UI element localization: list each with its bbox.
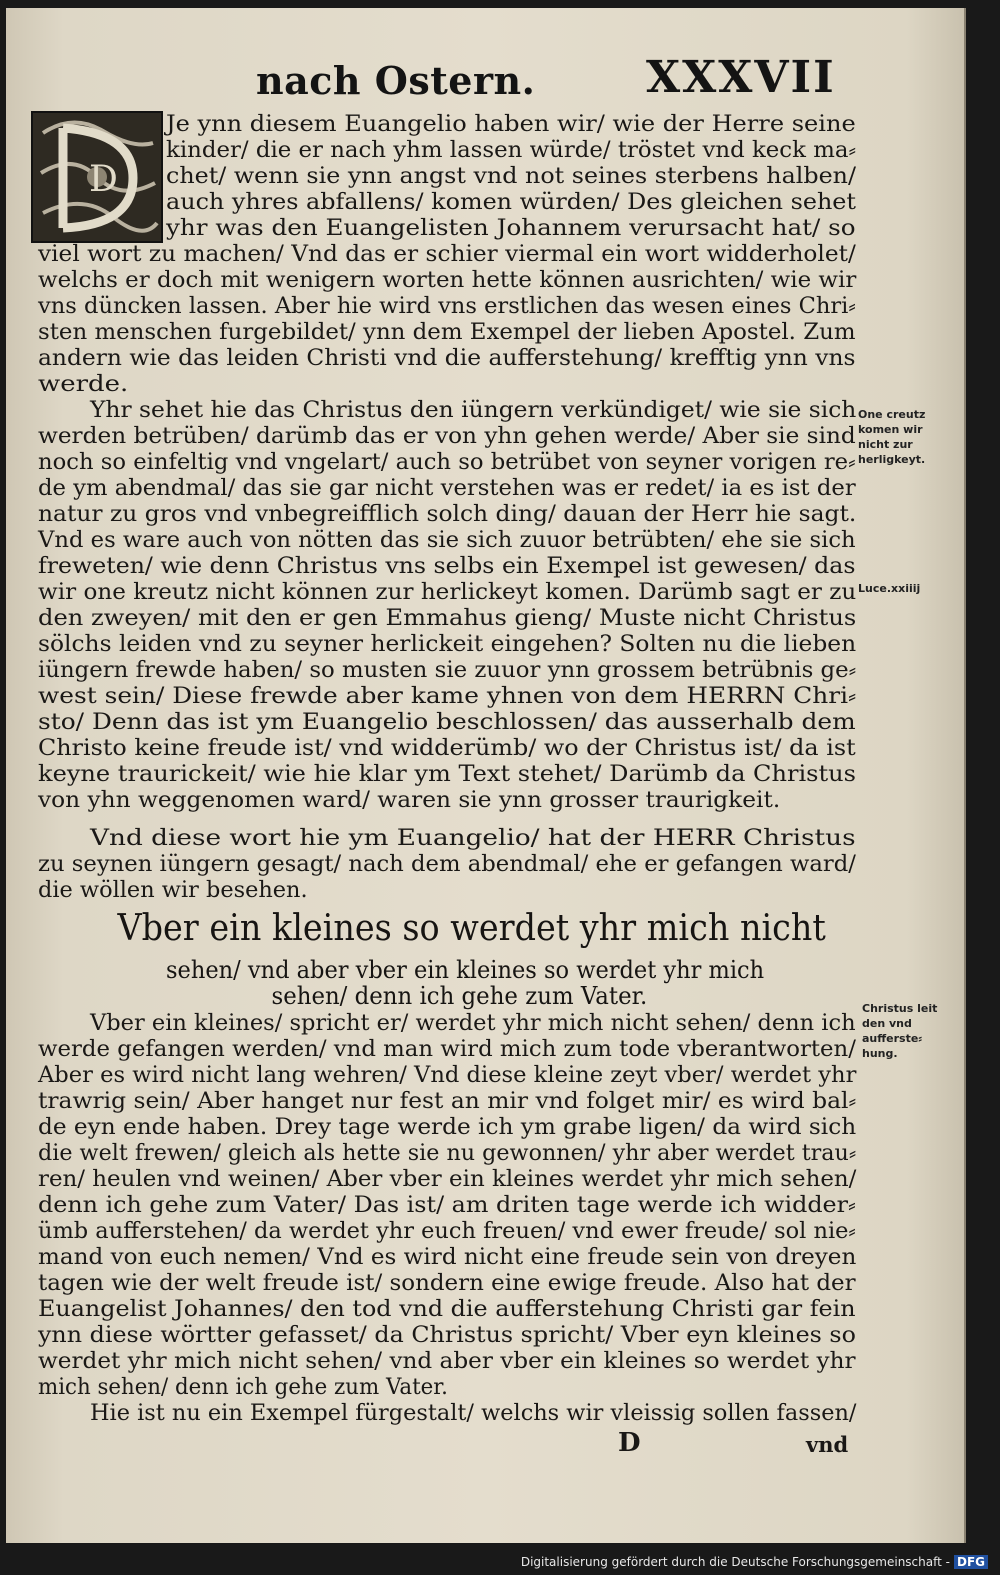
text-line: ynn diese wörtter gefasset/ da Christus spricht/ Vber eyn kleines so [38, 1322, 856, 1348]
heading-line: sehen/ vnd aber vber ein kleines so werdet yhr mich [166, 956, 765, 984]
text-line: werde gefangen werden/ vnd man wird mich zum tode vberantworten/ [38, 1036, 856, 1062]
margin-note-line: komen wir [858, 423, 923, 436]
signature-mark: D [618, 1428, 641, 1458]
text-line: wir one kreutz nicht können zur herlickeyt komen. Darümb sagt er zu [38, 579, 857, 605]
text-line: Aber es wird nicht lang wehren/ Vnd diese kleine zeyt vber/ werdet yhr [38, 1062, 857, 1088]
margin-note-line: Christus leit [862, 1002, 938, 1015]
text-line: Vnd es ware auch von nötten das sie sich zuuor betrübten/ ehe sie sich [38, 527, 856, 553]
text-line: Vber ein kleines/ spricht er/ werdet yhr mich nicht sehen/ denn ich [90, 1010, 856, 1036]
catchword: vnd [806, 1432, 849, 1457]
text-line: noch so einfeltig vnd vngelart/ auch so betrübet von seyner vorigen re⸗ [38, 449, 856, 475]
svg-text:D: D [89, 159, 118, 200]
folio-number: XXXVII [646, 52, 836, 103]
text-line: viel wort zu machen/ Vnd das er schier viermal ein wort widderholet/ [38, 241, 856, 267]
text-line: ren/ heulen vnd weinen/ Aber vber ein kleines werdet yhr mich sehen/ [38, 1166, 857, 1192]
text-line: Yhr sehet hie das Christus den iüngern verkündiget/ wie sie sich [90, 397, 857, 423]
text-line: Christo keine freude ist/ vnd widderümb/ wo der Christus ist/ da ist [38, 735, 856, 761]
margin-note-line: aufferste⸗ [862, 1032, 922, 1045]
decorated-initial [31, 111, 163, 243]
running-head: nach Ostern. [256, 58, 536, 103]
text-line: trawrig sein/ Aber hanget nur fest an mir vnd folget mir/ es wird bal⸗ [38, 1088, 857, 1114]
margin-note-line: Luce.xxiiij [858, 582, 921, 595]
text-line: von yhn weggenomen ward/ waren sie ynn grosser traurigkeit. [38, 787, 781, 813]
text-line: zu seynen iüngern gesagt/ nach dem abendmal/ ehe er gefangen ward/ [38, 851, 856, 877]
text-line: mand von euch nemen/ Vnd es wird nicht eine freude sein von dreyen [38, 1244, 857, 1270]
text-line: west sein/ Diese frewde aber kame yhnen von dem HERRN Chri⸗ [38, 683, 857, 709]
initial-ornament-icon [33, 113, 161, 241]
text-line: tagen wie der welt freude ist/ sondern eine ewige freude. Also hat der [38, 1270, 856, 1296]
footer-text: Digitalisierung gefördert durch die Deutsche Forschungsgemeinschaft - [520, 1555, 950, 1569]
text-line: de eyn ende haben. Drey tage werde ich ym grabe ligen/ da wird sich [38, 1114, 857, 1140]
text-line: natur zu gros vnd vnbegreifflich solch ding/ dauan der Herr hie sagt. [38, 501, 857, 527]
heading-line: sehen/ denn ich gehe zum Vater. [271, 982, 648, 1010]
book-page [6, 8, 966, 1543]
text-line: kinder/ die er nach yhm lassen würde/ tröstet vnd keck ma⸗ [166, 137, 857, 163]
text-line: denn ich gehe zum Vater/ Das ist/ am driten tage werde ich widder⸗ [38, 1192, 856, 1218]
text-line: keyne traurickeit/ wie hie klar ym Text stehet/ Darümb da Christus [38, 761, 857, 787]
text-line: iüngern frewde haben/ so musten sie zuuor ynn grossem betrübnis ge⸗ [38, 657, 857, 683]
text-line: Vnd diese wort hie ym Euangelio/ hat der HERR Christus [90, 825, 856, 851]
text-line: chet/ wenn sie ynn angst vnd not seines sterbens halben/ [166, 163, 857, 189]
text-line: andern wie das leiden Christi vnd die aufferstehung/ krefftig ynn vns [38, 345, 856, 371]
margin-note-line: herligkeyt. [858, 453, 926, 466]
margin-note-line: hung. [862, 1047, 898, 1060]
text-line: den zweyen/ mit den er gen Emmahus gieng/ Muste nicht Christus [38, 605, 857, 631]
text-line: Euangelist Johannes/ den tod vnd die aufferstehung Christi gar fein [38, 1296, 856, 1322]
text-line: yhr was den Euangelisten Johannem verursacht hat/ so [166, 215, 856, 241]
digitization-credit [521, 1555, 988, 1569]
text-line: die welt frewen/ gleich als hette sie nu gewonnen/ yhr aber werdet trau⸗ [38, 1140, 857, 1166]
text-line: welchs er doch mit wenigern worten hette können ausrichten/ wie wir [38, 267, 857, 293]
dfg-logo: DFG [954, 1555, 988, 1569]
text-line: sten menschen furgebildet/ ynn dem Exempel der lieben Apostel. Zum [38, 319, 856, 345]
margin-note-line: den vnd [862, 1017, 912, 1030]
text-line: de ym abendmal/ das sie gar nicht verstehen was er redet/ ia es ist der [38, 475, 856, 501]
text-line: Hie ist nu ein Exempel fürgestalt/ welchs wir vleissig sollen fassen/ [90, 1400, 857, 1426]
margin-note-line: nicht zur [858, 438, 913, 451]
heading-line: Vber ein kleines so werdet yhr mich nicht [117, 908, 826, 949]
text-line: Je ynn diesem Euangelio haben wir/ wie der Herre seine [166, 111, 856, 137]
margin-note-line: One creutz [858, 408, 926, 421]
text-line: mich sehen/ denn ich gehe zum Vater. [38, 1374, 448, 1400]
text-line: vns düncken lassen. Aber hie wird vns erstlichen das wesen eines Chri⸗ [38, 293, 856, 319]
text-line: die wöllen wir besehen. [38, 877, 308, 903]
text-line: freweten/ wie denn Christus vns selbs ein Exempel ist gewesen/ das [38, 553, 856, 579]
text-line: ümb aufferstehen/ da werdet yhr euch freuen/ vnd ewer freude/ sol nie⸗ [38, 1218, 856, 1244]
text-line: werdet yhr mich nicht sehen/ vnd aber vber ein kleines so werdet yhr [38, 1348, 856, 1374]
text-line: sölchs leiden vnd zu seyner herlickeit eingehen? Solten nu die lieben [38, 631, 857, 657]
text-line: sto/ Denn das ist ym Euangelio beschlossen/ das ausserhalb dem [38, 709, 856, 735]
text-line: werde. [38, 371, 129, 397]
text-line: auch yhres abfallens/ komen würden/ Des gleichen sehet [166, 189, 857, 215]
text-line: werden betrüben/ darümb das er von yhn gehen werde/ Aber sie sind [38, 423, 856, 449]
